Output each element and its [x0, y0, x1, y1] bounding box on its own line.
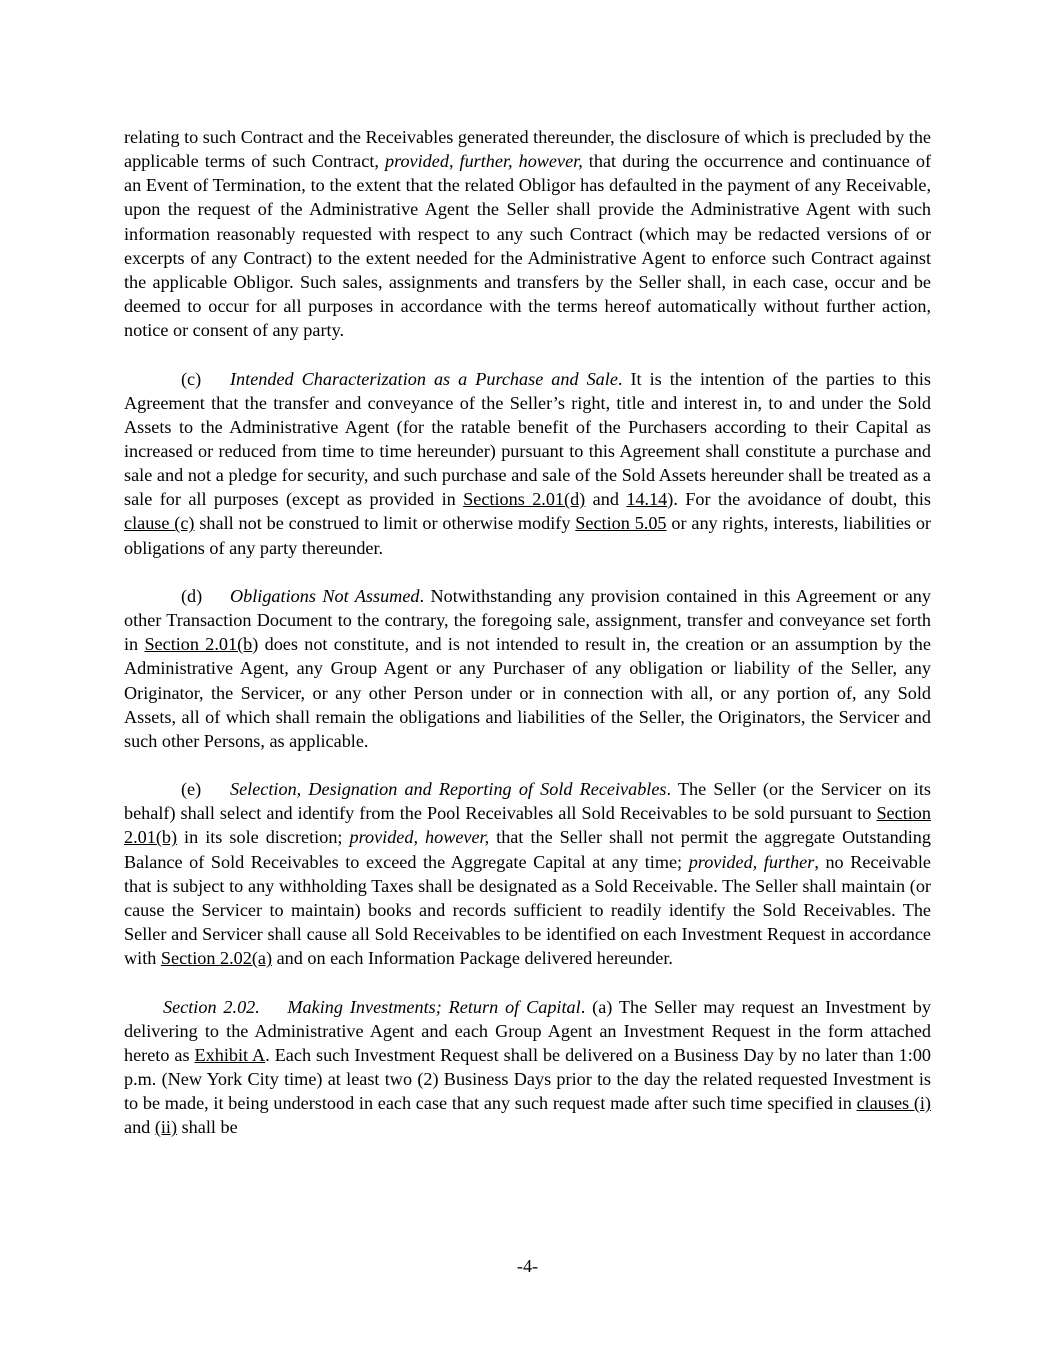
italic-run: provided, however,	[349, 827, 490, 848]
cross-reference: 14.14	[626, 489, 668, 510]
text-run: that during the occurrence and continuance of an Event of Termination, to the extent that the related Obligor has defaulted in the payment of any Receivable, upon the request of the Administrative Agent the Seller shall provide the Administrative Agent with such information reasonably requested with respect to any such Contract (which may be redacted versions of or excerpts of any Contract) to the extent needed for the Administrative Agent to enforce such Contract against the applicable Obligor. Such sales, assignments and transfers by the Seller shall, in each case, occur and be deemed to occur for all purposes in accordance with the terms hereof automatically without further action, notice or consent of any party.	[124, 151, 932, 341]
clause-heading: Intended Characterization as a Purchase and Sale	[230, 368, 618, 389]
text-run: ) does not constitute, and is not intended to result in, the creation or an assumption by the Administrative Agent, any Group Agent or any Purchaser of any obligation or liability of the Seller, any Originator, the Servicer, or any other Person under or in connection with all, or any portion of, any Sold Assets, all of which shall remain the obligations and liabilities of the Seller, the Originators, the Servicer and such other Persons, as applicable.	[124, 634, 931, 751]
cross-reference: clauses (i)	[856, 1093, 931, 1114]
paragraph-e	[124, 777, 931, 970]
cross-reference: (ii)	[154, 1117, 178, 1138]
paragraph-continuation	[124, 125, 931, 342]
text-run: or any rights, interests, liabilities or obligations of any party thereunder.	[124, 513, 931, 558]
document-body	[124, 125, 931, 1164]
italic-run: provided, further	[688, 851, 815, 872]
cross-reference: Exhibit A	[194, 1044, 266, 1065]
text-run: . Each such Investment Request shall be delivered on a Business Day by no later than 1:00 p.m. (New York City time) at least two (2) Business Days prior to the day the related requested Investment is to be made, it being understood in each case that any such request made after such time specified in	[124, 1044, 932, 1114]
clause-label: (c)	[181, 368, 202, 389]
text-run: . (a) The Seller may request an Investment by delivering to the Administrative Agent and each Group Agent an Investment Request in the form attached hereto as	[124, 996, 931, 1065]
clause-heading: Obligations Not Assumed	[230, 585, 420, 606]
italic-run: provided, further, however,	[384, 151, 583, 172]
clause-label: (d)	[181, 585, 203, 606]
cross-reference: Section 2.01(b	[144, 634, 253, 655]
text-run: and	[585, 489, 627, 510]
text-run: and on each Information Package delivered hereunder.	[272, 948, 673, 969]
cross-reference: Sections 2.01(d)	[463, 489, 586, 510]
text-run: . Notwithstanding any provision contained in this Agreement or any other Transaction Document to the contrary, the foregoing sale, assignment, transfer and conveyance set forth in	[124, 585, 931, 655]
section-heading: Section 2.02. Making Investments; Return of Capital	[163, 996, 581, 1017]
text-run: that the Seller shall not permit the aggregate Outstanding Balance of Sold Receivables to exceed the Aggregate Capital at any time;	[124, 827, 931, 872]
cross-reference: Section 2.01(b)	[124, 803, 931, 848]
cross-reference: Section 5.05	[575, 513, 667, 534]
clause-label: (e)	[181, 779, 202, 800]
page-number: -4-	[516, 1256, 539, 1276]
cross-reference: Section 2.02(a)	[160, 948, 273, 969]
clause-heading: Selection, Designation and Reporting of Sold Receivables	[230, 779, 667, 800]
text-run: shall not be construed to limit or otherwise modify	[194, 513, 576, 534]
section-2-02-paragraph	[124, 995, 931, 1140]
text-run: relating to such Contract and the Receivables generated thereunder, the disclosure of which is precluded by the applicable terms of such Contract,	[124, 127, 931, 172]
text-run: ). For the avoidance of doubt, this	[667, 489, 931, 510]
text-run: , no Receivable that is subject to any withholding Taxes shall be designated as a Sold Receivable. The Seller shall maintain (or cause the Servicer to maintain) books and records sufficient to readily identify the Sold Receivables. The Seller and Servicer shall cause all Sold Receivables to be identified on each Investment Request in accordance with	[124, 851, 931, 969]
paragraph-d	[124, 584, 931, 753]
text-run: shall be	[177, 1117, 238, 1138]
text-run: in its sole discretion;	[177, 827, 350, 848]
cross-reference: clause (c)	[124, 513, 195, 534]
text-run: . The Seller (or the Servicer on its behalf) shall select and identify from the Pool Receivables all Sold Receivables to be sold pursuant to	[124, 779, 932, 824]
text-run: . It is the intention of the parties to this Agreement that the transfer and conveyance of the Seller’s right, title and interest in, to and under the Sold Assets to the Administrative Agent (for the ratable benefit of the Purchasers according to their Capital as increased or reduced from time to time hereunder) pursuant to this Agreement shall constitute a purchase and sale and not a pledge for security, and such purchase and sale of the Sold Assets hereunder shall be treated as a sale for all purposes (except as provided in	[124, 368, 931, 510]
text-run: and	[124, 1117, 155, 1138]
paragraph-c	[124, 367, 931, 560]
